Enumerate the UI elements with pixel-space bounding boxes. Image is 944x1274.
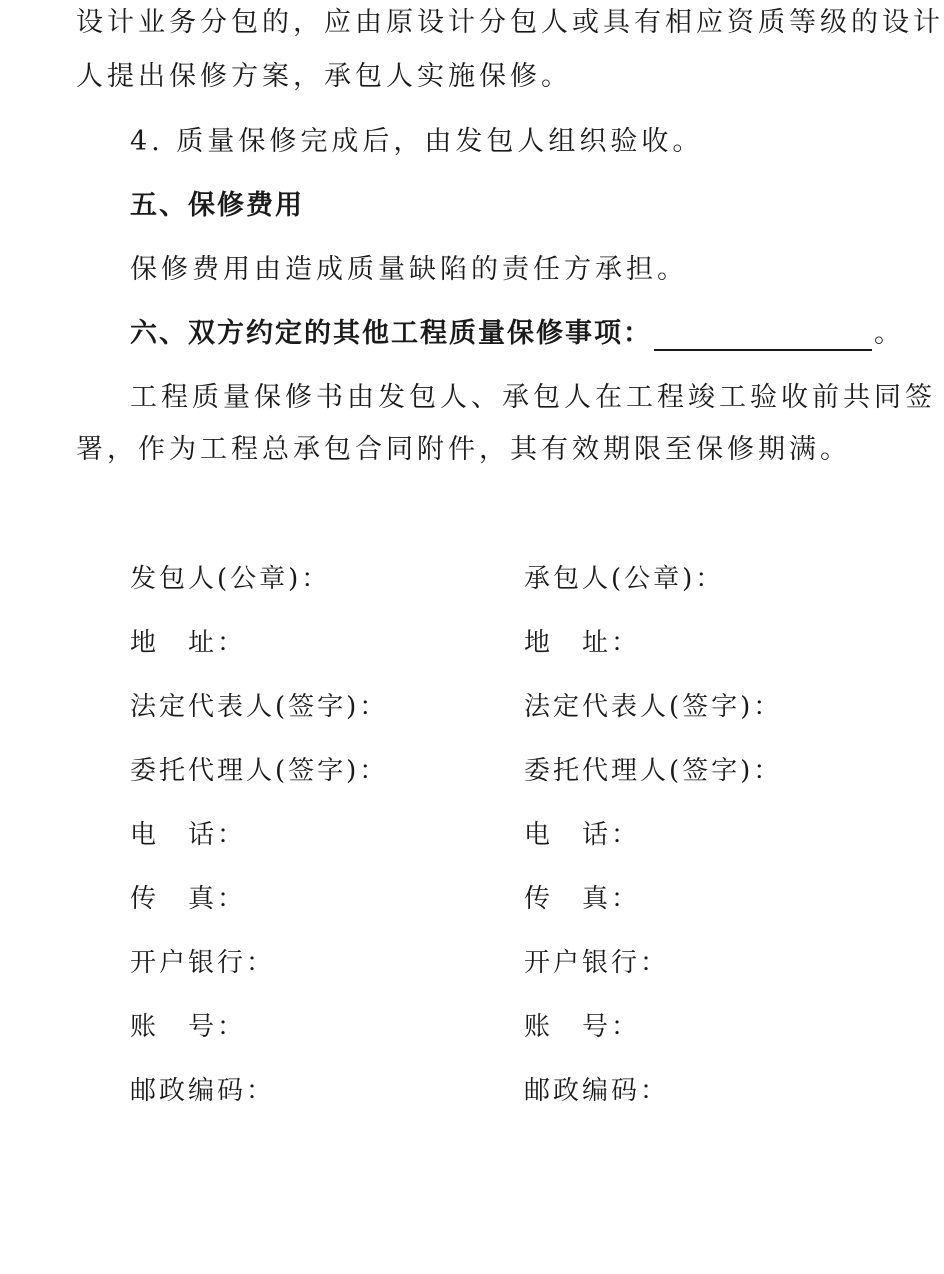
employer-phone-label: 电 话：: [130, 820, 247, 850]
fill-in-blank[interactable]: [654, 323, 872, 351]
contractor-phone-label: 电 话：: [524, 820, 641, 850]
employer-seal-label: 发包人(公章)：: [130, 564, 331, 594]
contractor-postcode-label: 邮政编码：: [524, 1076, 670, 1106]
contractor-agent-label: 委托代理人(签字)：: [524, 756, 783, 786]
contractor-legal-rep-label: 法定代表人(签字)：: [524, 692, 783, 722]
employer-postcode-label: 邮政编码：: [130, 1076, 276, 1106]
paragraph-line: 人提出保修方案，承包人实施保修。: [76, 61, 572, 92]
section-6-period: 。: [874, 318, 903, 349]
employer-bank-label: 开户银行：: [130, 948, 276, 978]
employer-fax-label: 传 真：: [130, 884, 247, 914]
contractor-fax-label: 传 真：: [524, 884, 641, 914]
employer-legal-rep-label: 法定代表人(签字)：: [130, 692, 389, 722]
section-5-heading: 五、保修费用: [130, 190, 304, 221]
employer-address-label: 地 址：: [130, 628, 247, 658]
closing-paragraph-line: 工程质量保修书由发包人、承包人在工程竣工验收前共同签: [130, 382, 936, 413]
employer-account-label: 账 号：: [130, 1012, 247, 1042]
closing-paragraph-line: 署，作为工程总承包合同附件，其有效期限至保修期满。: [76, 434, 851, 465]
section-6-heading-text: 六、双方约定的其他工程质量保修事项：: [130, 318, 652, 349]
contractor-bank-label: 开户银行：: [524, 948, 670, 978]
section-6-heading: [130, 317, 903, 351]
item-4: 4. 质量保修完成后，由发包人组织验收。: [130, 126, 704, 157]
contractor-seal-label: 承包人(公章)：: [524, 564, 725, 594]
contractor-account-label: 账 号：: [524, 1012, 641, 1042]
section-5-body: 保修费用由造成质量缺陷的责任方承担。: [130, 254, 688, 285]
contractor-address-label: 地 址：: [524, 628, 641, 658]
employer-agent-label: 委托代理人(签字)：: [130, 756, 389, 786]
paragraph-line: 设计业务分包的，应由原设计分包人或具有相应资质等级的设计: [76, 7, 944, 38]
